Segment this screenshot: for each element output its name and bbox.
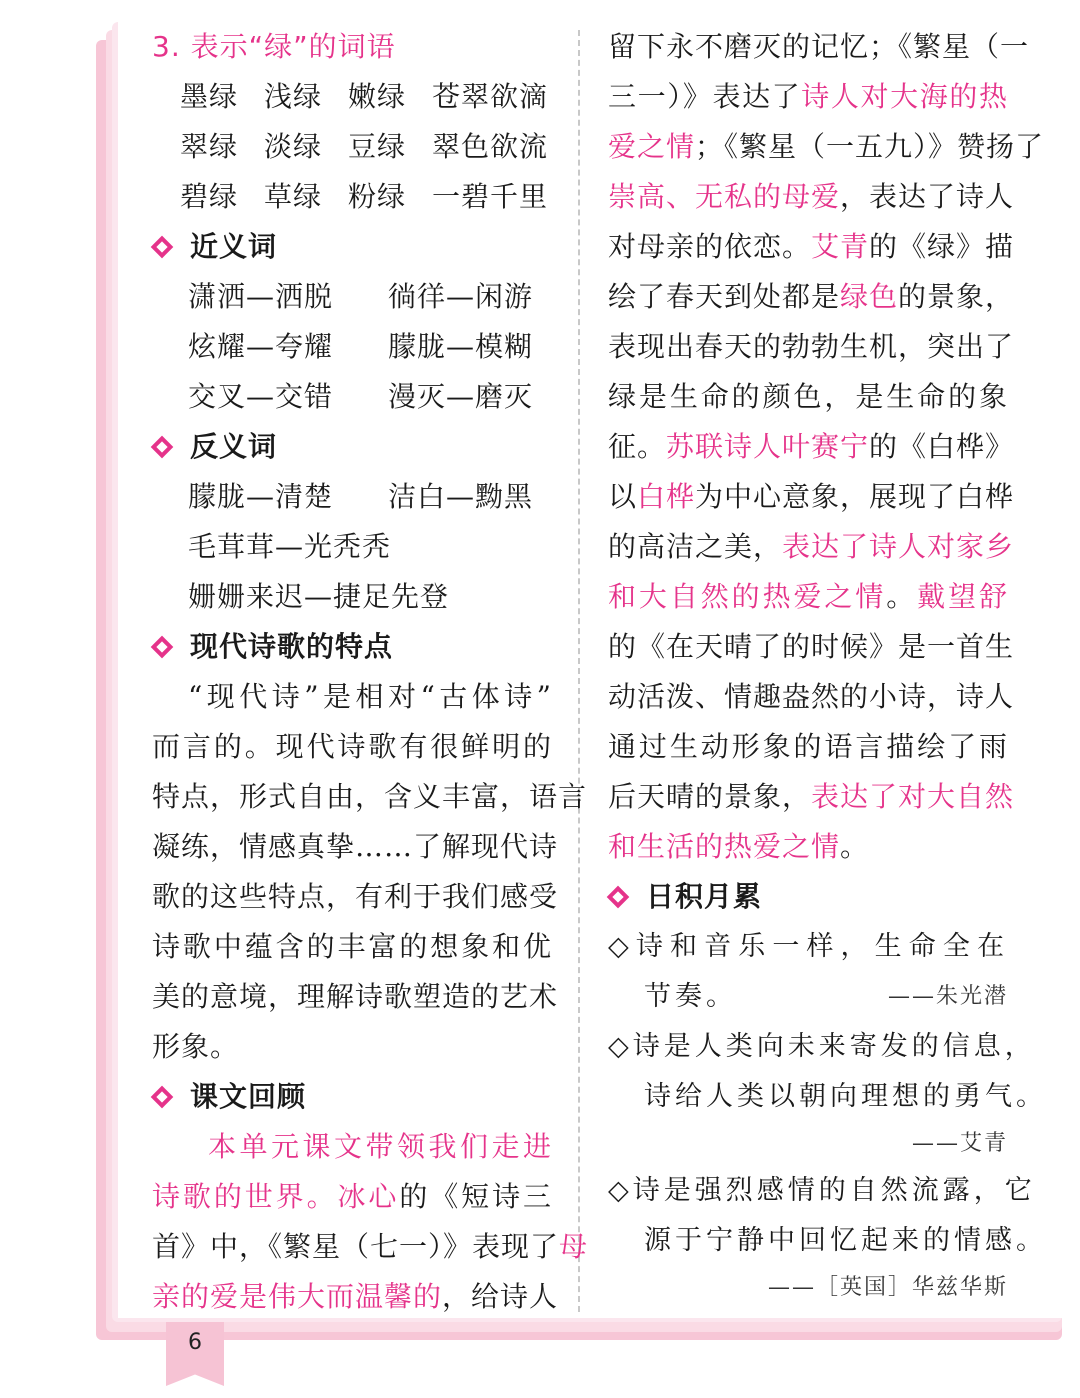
antonym-row xyxy=(152,522,552,572)
quote-source: ——艾青 xyxy=(911,1131,1008,1156)
review-text: 首》中，《繁星（七一）》表现了 xyxy=(152,1230,560,1263)
review-text-pink: 母 xyxy=(559,1230,589,1263)
antonym-row xyxy=(152,472,552,522)
review-cont-line xyxy=(608,372,1008,422)
review-text: 表现出春天的勃勃生机，突出了 xyxy=(608,330,1015,363)
quote-line: ◇诗是强烈感情的自然流露，它 xyxy=(608,1175,1036,1206)
review-text-pink: 苏联诗人叶赛宁 xyxy=(666,430,870,463)
review-text: 通过生动形象的语言描绘了雨 xyxy=(608,730,1008,763)
left-column xyxy=(152,22,589,1322)
review-text: 的《在天晴了的时候》是一首生 xyxy=(608,630,1015,663)
review-text-pink: 诗歌的世界。冰心 xyxy=(152,1180,400,1213)
review-cont-line xyxy=(608,772,1015,822)
green-word: 翠绿 xyxy=(180,130,239,163)
green-word: 粉绿 xyxy=(348,180,407,213)
green-word: 碧绿 xyxy=(180,180,239,213)
review-text-pink: 爱之情 xyxy=(608,130,696,163)
right-column xyxy=(608,22,1047,1310)
quote-line: 诗给人类以朝向理想的勇气。 xyxy=(644,1081,1047,1112)
review-cont-line xyxy=(608,472,1015,522)
green-word: 翠色欲流 xyxy=(432,130,549,163)
review-cont-line xyxy=(608,222,1015,272)
review-text: ，给诗人 xyxy=(442,1280,559,1313)
antonym-pair: 洁白—黝黑 xyxy=(388,480,534,513)
review-text: 的《绿》描 xyxy=(869,230,1015,263)
review-cont-line xyxy=(608,572,1008,622)
quote-source: ——朱光潜 xyxy=(887,984,1008,1009)
review-cont-line xyxy=(608,722,1008,772)
features-line: “现代诗”是相对“古体诗” xyxy=(188,680,552,713)
review-text-pink: 艾青 xyxy=(811,230,870,263)
synonym-row xyxy=(152,272,552,322)
review-text: 留下永不磨灭的记忆；《繁星（一 xyxy=(608,30,1030,63)
review-text-pink: 戴望舒 xyxy=(917,580,1008,613)
review-text: 绿是生命的颜色，是生命的象 xyxy=(608,380,1008,413)
quote-source: ——［英国］华兹华斯 xyxy=(767,1275,1008,1300)
antonym-pair: 朦胧—清楚 xyxy=(188,480,334,513)
synonym-pair: 潇洒—洒脱 xyxy=(188,280,334,313)
review-text-pink: 和大自然的热爱之情 xyxy=(608,580,887,613)
review-text-pink: 表达了诗人对家乡 xyxy=(782,530,1015,563)
review-cont-line xyxy=(608,172,1015,222)
synonym-pair: 炫耀—夸耀 xyxy=(188,330,334,363)
review-text: 后天晴的景象， xyxy=(608,780,812,813)
diamond-bullet-icon xyxy=(151,636,174,659)
quote-line: ◇诗是人类向未来寄发的信息， xyxy=(608,1031,1036,1062)
green-word: 苍翠欲滴 xyxy=(432,80,549,113)
review-cont-line xyxy=(608,22,1030,72)
review-line xyxy=(152,1172,552,1222)
review-cont-line xyxy=(608,272,1015,322)
features-line: 特点，形式自由，含义丰富，语言 xyxy=(152,780,588,813)
green-words-row xyxy=(152,72,552,122)
review-text: 的高洁之美， xyxy=(608,530,783,563)
diamond-bullet-icon xyxy=(151,1086,174,1109)
diamond-bullet-icon xyxy=(151,236,174,259)
review-line xyxy=(152,1272,559,1322)
antonym-pair: 毛茸茸—光秃秃 xyxy=(188,530,392,563)
review-text: 绘了春天到处都是 xyxy=(608,280,841,313)
review-cont-line xyxy=(608,522,1015,572)
features-line: 形象。 xyxy=(152,1030,240,1063)
green-word: 草绿 xyxy=(264,180,323,213)
review-text: 动活泼、情趣盎然的小诗，诗人 xyxy=(608,680,1015,713)
review-text-pink: 白桦 xyxy=(637,480,696,513)
antonyms-title: 反义词 xyxy=(190,430,278,463)
green-word: 墨绿 xyxy=(180,80,239,113)
review-text: 对母亲的依恋。 xyxy=(608,230,812,263)
antonyms-heading xyxy=(152,422,552,472)
review-text: ，表达了诗人 xyxy=(840,180,1015,213)
review-text-pink: 诗人对大海的热 xyxy=(801,80,1008,113)
page-number: 6 xyxy=(188,1330,202,1355)
green-word: 豆绿 xyxy=(348,130,407,163)
green-words-row xyxy=(152,122,552,172)
review-text: 为中心意象，展现了白桦 xyxy=(695,480,1015,513)
quote-text: 节奏。 xyxy=(644,981,737,1012)
review-text: 以 xyxy=(608,480,638,513)
diamond-bullet-icon xyxy=(151,436,174,459)
accumulate-title: 日积月累 xyxy=(646,880,763,913)
green-word: 嫩绿 xyxy=(348,80,407,113)
features-line: 凝练，情感真挚……了解现代诗 xyxy=(152,830,559,863)
review-cont-line xyxy=(608,622,1015,672)
review-cont-line xyxy=(608,322,1015,372)
antonym-row xyxy=(152,572,552,622)
synonym-pair: 徜徉—闲游 xyxy=(388,280,534,313)
review-text-pink: 表达了对大自然 xyxy=(811,780,1015,813)
review-title: 课文回顾 xyxy=(190,1080,307,1113)
green-word: 一碧千里 xyxy=(432,180,549,213)
synonym-row xyxy=(152,322,552,372)
synonyms-heading xyxy=(152,222,552,272)
review-line xyxy=(152,1122,552,1172)
review-text: 三一）》表达了 xyxy=(608,80,802,113)
review-text-pink: 和生活的热爱之情 xyxy=(608,830,841,863)
quote-line xyxy=(608,972,1008,1022)
features-heading xyxy=(152,622,552,672)
green-word: 浅绿 xyxy=(264,80,323,113)
features-line: 而言的。现代诗歌有很鲜明的 xyxy=(152,730,552,763)
quote-line: 源于宁静中回忆起来的情感。 xyxy=(644,1225,1047,1256)
green-word: 淡绿 xyxy=(264,130,323,163)
review-cont-line xyxy=(608,822,1008,872)
review-text: 。 xyxy=(840,830,870,863)
green-words-row xyxy=(152,172,552,222)
review-text-pink: 亲的爱是伟大而温馨的 xyxy=(152,1280,443,1313)
section-3-title: 3. 表示“绿”的词语 xyxy=(152,30,396,63)
review-text: 。 xyxy=(886,580,918,613)
review-cont-line xyxy=(608,122,1045,172)
features-line: 歌的这些特点，有利于我们感受 xyxy=(152,880,559,913)
review-text: ；《繁星（一五九）》赞扬了 xyxy=(695,130,1045,163)
review-text: 的《短诗三 xyxy=(399,1180,552,1213)
review-heading xyxy=(152,1072,552,1122)
features-title: 现代诗歌的特点 xyxy=(190,630,394,663)
synonyms-title: 近义词 xyxy=(190,230,278,263)
synonym-pair: 朦胧—模糊 xyxy=(388,330,534,363)
review-cont-line xyxy=(608,672,1015,722)
antonym-pair: 姗姗来迟—捷足先登 xyxy=(188,580,450,613)
review-cont-line xyxy=(608,72,1008,122)
accumulate-heading xyxy=(608,872,1008,922)
synonym-pair: 漫灭—磨灭 xyxy=(388,380,534,413)
review-line xyxy=(152,1222,589,1272)
quote-line: ◇诗和音乐一样，生命全在 xyxy=(608,931,1008,962)
review-text-pink: 本单元课文带领我们走进 xyxy=(208,1130,552,1163)
diamond-bullet-icon xyxy=(607,886,630,909)
synonym-row xyxy=(152,372,552,422)
features-line: 美的意境，理解诗歌塑造的艺术 xyxy=(152,980,559,1013)
synonym-pair: 交叉—交错 xyxy=(188,380,334,413)
column-divider xyxy=(578,30,580,1312)
review-text: 的景象， xyxy=(898,280,1015,313)
review-text: 的《白桦》 xyxy=(869,430,1015,463)
features-line: 诗歌中蕴含的丰富的想象和优 xyxy=(152,930,552,963)
review-text-pink: 绿色 xyxy=(840,280,899,313)
review-text: 征。 xyxy=(608,430,667,463)
review-cont-line xyxy=(608,422,1015,472)
review-text-pink: 崇高、无私的母爱 xyxy=(608,180,841,213)
